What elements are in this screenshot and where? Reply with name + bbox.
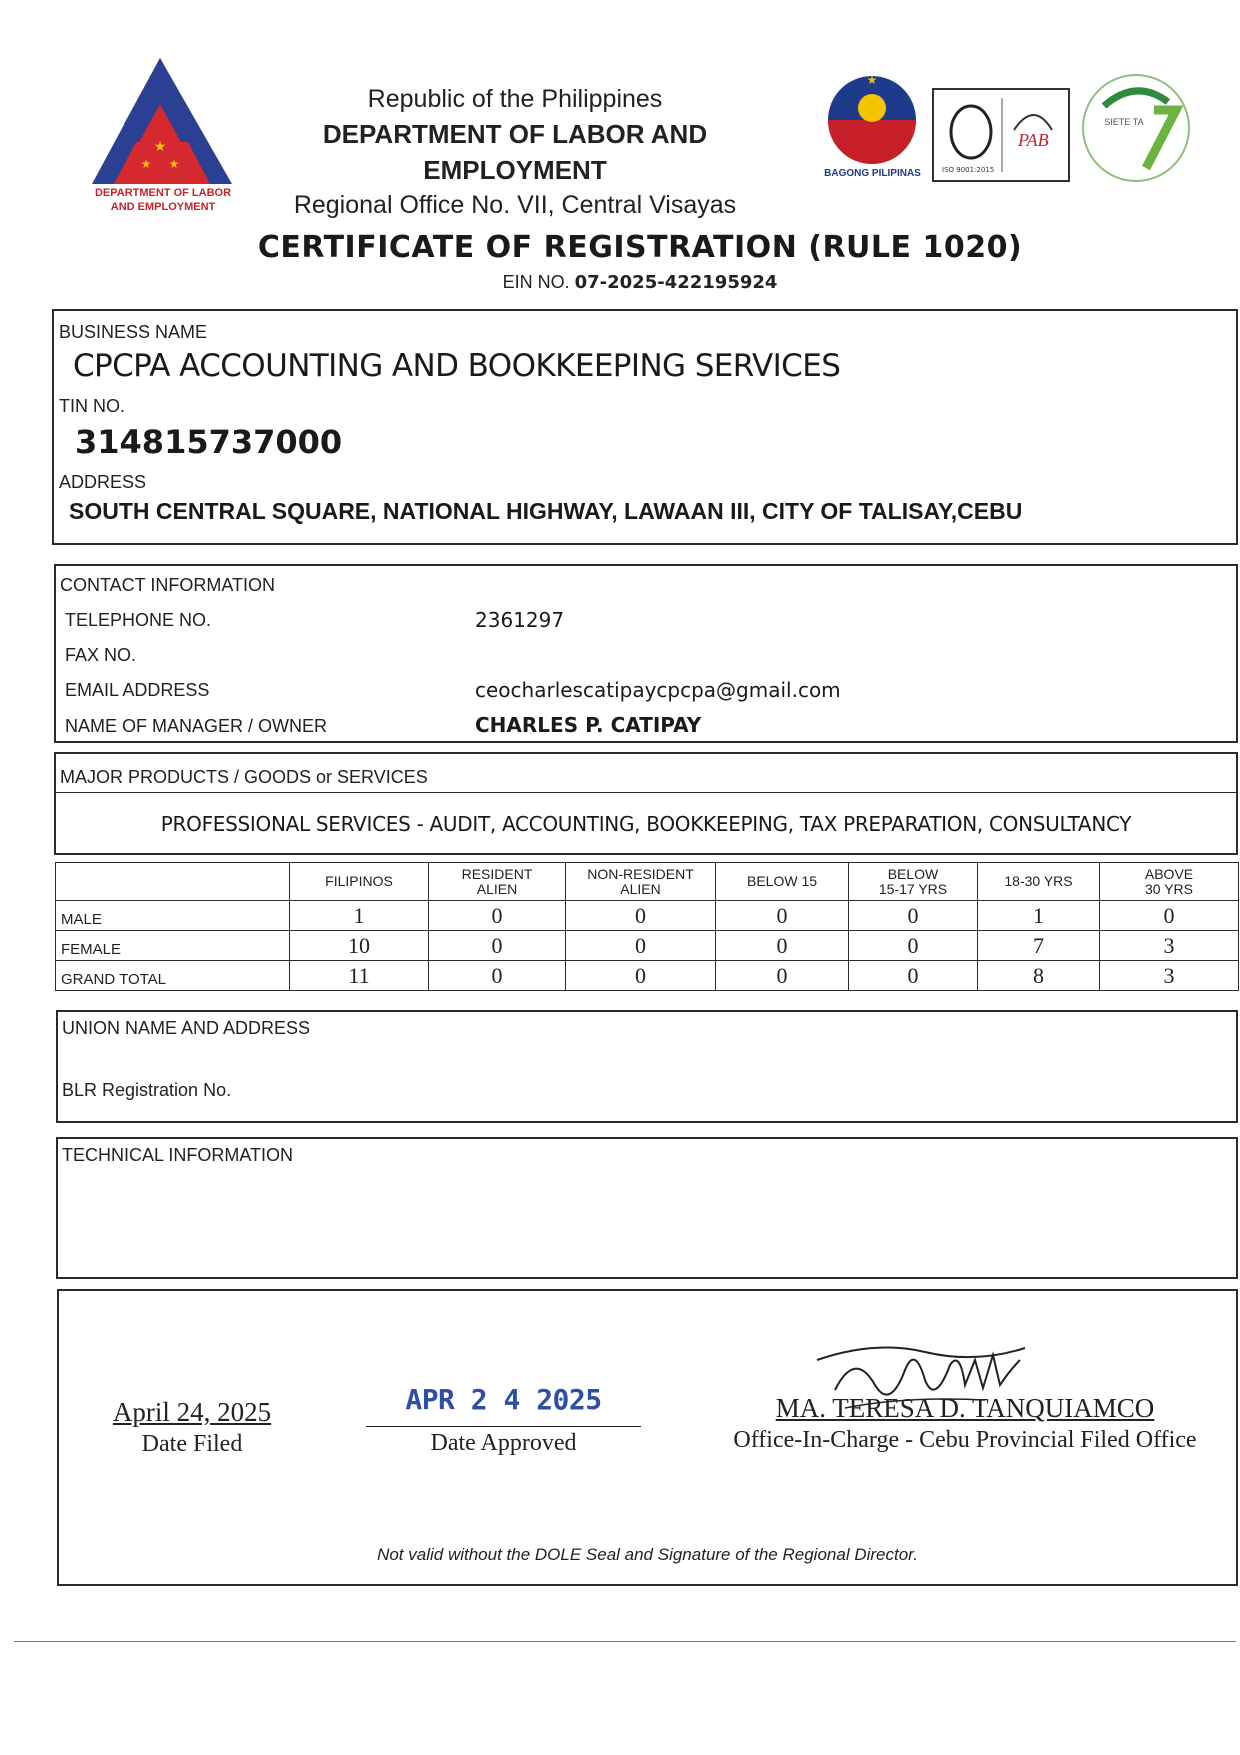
manager-label: NAME OF MANAGER / OWNER [65,716,328,736]
business-name-label: BUSINESS NAME [59,322,208,342]
bagong-pilipinas-emblem [815,68,930,168]
svg-text:★: ★ [866,73,878,87]
products-section-label: MAJOR PRODUCTS / GOODS or SERVICES [60,767,428,787]
products-divider [54,792,1238,793]
table-cell: 0 [716,901,849,931]
employment-table [55,862,1239,991]
iso-pab-badge [932,88,1070,182]
regional-office-line: Regional Office No. VII, Central Visayas [293,191,737,219]
certificate-title: CERTIFICATE OF REGISTRATION (RULE 1020) [257,230,1023,265]
row-label-male: MALE [56,901,290,931]
svg-text:★: ★ [153,139,167,155]
date-approved-rule [366,1426,641,1427]
ein-label: EIN NO. [502,272,570,292]
table-cell: 1 [290,901,429,931]
email-label: EMAIL ADDRESS [65,680,210,700]
table-cell: 1 [978,901,1100,931]
table-cell: 11 [290,961,429,991]
table-cell: 0 [1100,901,1239,931]
union-section-label: UNION NAME AND ADDRESS [62,1018,311,1038]
row-label-female: FEMALE [56,931,290,961]
bagong-pilipinas-caption: BAGONG PILIPINAS [824,168,921,179]
fax-label: FAX NO. [65,645,137,665]
table-cell: 0 [566,901,716,931]
table-cell: 0 [849,931,978,961]
col-header-above-30: ABOVE 30 YRS [1100,863,1239,901]
dole-logo-caption: DEPARTMENT OF LABOR AND EMPLOYMENT [94,187,232,213]
scan-artifact-line [14,1641,1236,1642]
header-text [230,82,800,222]
row-label-grand-total: GRAND TOTAL [56,961,290,991]
svg-text:★: ★ [140,157,152,171]
contact-section-label: CONTACT INFORMATION [60,575,275,595]
table-cell: 0 [716,931,849,961]
dole-logo [88,56,238,216]
table-cell: 0 [849,901,978,931]
manager-value: CHARLES P. CATIPAY [475,713,702,737]
table-cell: 3 [1100,961,1239,991]
col-header-below-15: BELOW 15 [716,863,849,901]
date-filed-label: Date Filed [141,1431,243,1457]
table-cell: 0 [849,961,978,991]
email-value: ceocharlescatipaycpcpa@gmail.com [475,678,841,702]
department-line: DEPARTMENT OF LABOR AND EMPLOYMENT [322,119,708,185]
telephone-label: TELEPHONE NO. [65,610,212,630]
svg-text:★: ★ [168,157,180,171]
employment-header-row [56,863,1239,901]
pab-label: PAB [1018,130,1049,150]
tin-value: 314815737000 [75,423,343,461]
officer-name: MA. TERESA D. TANQUIAMCO [775,1393,1155,1423]
svg-text:ISO 9001:2015: ISO 9001:2015 [942,166,995,174]
siete-logo [1082,74,1190,182]
employment-corner-cell [56,863,290,901]
officer-title: Office-In-Charge - Cebu Provincial Filed Office [733,1427,1197,1453]
date-approved-stamp: APR 2 4 2025 [405,1383,602,1416]
dole-triangle-emblem [88,56,238,196]
telephone-value: 2361297 [475,608,565,632]
col-header-below-15-17: BELOW 15-17 YRS [849,863,978,901]
bagong-pilipinas-logo [815,68,930,186]
address-value: SOUTH CENTRAL SQUARE, NATIONAL HIGHWAY, LAWAAN III, CITY OF TALISAY,CEBU [69,498,1023,524]
table-row [56,931,1239,961]
business-name-value: CPCPA ACCOUNTING AND BOOKKEEPING SERVICES [73,348,841,384]
table-cell: 0 [429,961,566,991]
technical-section-label: TECHNICAL INFORMATION [62,1145,294,1165]
tin-label: TIN NO. [59,396,125,416]
col-header-filipinos: FILIPINOS [290,863,429,901]
ein-line [0,272,1240,293]
republic-line: Republic of the Philippines [367,85,663,113]
table-row [56,901,1239,931]
table-cell: 7 [978,931,1100,961]
date-approved-label: Date Approved [430,1430,577,1456]
validity-note: Not valid without the DOLE Seal and Signature of the Regional Director. [377,1545,918,1564]
table-cell: 10 [290,931,429,961]
ein-value: 07-2025-422195924 [574,272,778,293]
table-cell: 0 [566,961,716,991]
blr-label: BLR Registration No. [62,1080,232,1100]
col-header-non-resident-alien: NON-RESIDENT ALIEN [566,863,716,901]
table-cell: 0 [429,931,566,961]
table-cell: 0 [429,901,566,931]
siete-seven-icon [1084,76,1188,180]
col-header-resident-alien: RESIDENT ALIEN [429,863,566,901]
table-row [56,961,1239,991]
date-filed-value: April 24, 2025 [112,1397,272,1427]
address-label: ADDRESS [59,472,147,492]
col-header-18-30: 18-30 YRS [978,863,1100,901]
table-cell: 8 [978,961,1100,991]
products-value: PROFESSIONAL SERVICES - AUDIT, ACCOUNTING, BOOKKEEPING, TAX PREPARATION, CONSULTANCY [160,812,1132,836]
siete-caption: SIETE TA [1104,117,1144,127]
table-cell: 3 [1100,931,1239,961]
table-cell: 0 [716,961,849,991]
table-cell: 0 [566,931,716,961]
